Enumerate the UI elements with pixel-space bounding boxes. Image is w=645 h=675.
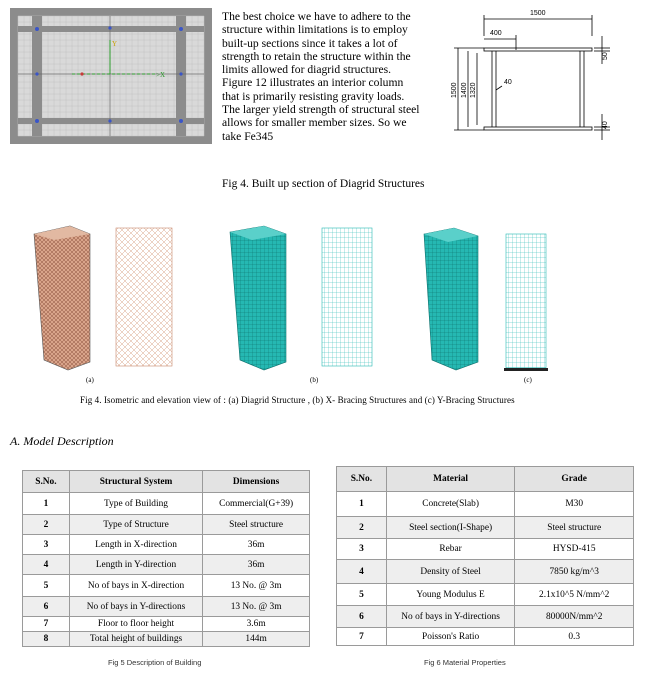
table-cell: Rebar — [386, 539, 515, 560]
table-cell: 2 — [337, 517, 387, 539]
table-cell: Young Modulus E — [386, 584, 515, 606]
svg-text:>X: >X — [156, 71, 166, 79]
table-cell: Steel structure — [515, 517, 634, 539]
panel-label-a: (a) — [86, 376, 94, 384]
y-bracing-elevation-view — [506, 234, 546, 368]
table-row — [337, 492, 634, 517]
table-cell: 1 — [23, 493, 70, 515]
panel-label-c: (c) — [524, 376, 532, 384]
col-header: Material — [386, 467, 515, 492]
figure-caption-views: Fig 4. Isometric and elevation view of : (a) Diagrid Structure , (b) X- Bracing Structures and (c) Y-Bracing Structures — [80, 395, 515, 405]
table-cell: No of bays in X-direction — [69, 575, 202, 597]
col-header: S.No. — [337, 467, 387, 492]
dim-label: 1320 — [470, 82, 477, 98]
panel-label-b: (b) — [310, 376, 319, 384]
x-bracing-iso-view — [230, 226, 286, 370]
table-cell: 0.3 — [515, 628, 634, 646]
table1-caption: Fig 5 Description of Building — [108, 658, 202, 667]
table-row — [337, 628, 634, 646]
dim-label: 40 — [504, 79, 512, 86]
table-cell: 8 — [23, 632, 70, 647]
building-description-table — [22, 470, 310, 647]
table-cell: 1 — [337, 492, 387, 517]
table-cell: 2.1x10^5 N/mm^2 — [515, 584, 634, 606]
table-row — [23, 515, 310, 535]
table-cell: 6 — [23, 597, 70, 617]
table-cell: Poisson's Ratio — [386, 628, 515, 646]
plan-grid-screenshot — [10, 8, 212, 144]
table-cell: 7850 kg/m^3 — [515, 560, 634, 584]
table-cell: 6 — [337, 606, 387, 628]
dim-label: 400 — [490, 30, 502, 37]
table-cell: 36m — [203, 555, 310, 575]
figure-caption-built-up: Fig 4. Built up section of Diagrid Structures — [222, 178, 425, 190]
table-cell: HYSD-415 — [515, 539, 634, 560]
building-views-row — [20, 212, 590, 390]
table-cell: Length in X-direction — [69, 535, 202, 555]
table-cell: 7 — [337, 628, 387, 646]
table-cell: 7 — [23, 617, 70, 632]
dim-label: 1500 — [451, 82, 458, 98]
x-bracing-elevation-view — [322, 228, 372, 366]
table-cell: Floor to floor height — [69, 617, 202, 632]
table-cell: Type of Structure — [69, 515, 202, 535]
table-cell: 4 — [337, 560, 387, 584]
table-row — [23, 555, 310, 575]
table-row — [337, 517, 634, 539]
table-cell: 13 No. @ 3m — [203, 597, 310, 617]
table-cell: Concrete(Slab) — [386, 492, 515, 517]
table-cell: Commercial(G+39) — [203, 493, 310, 515]
table-cell: 144m — [203, 632, 310, 647]
y-bracing-iso-view — [424, 228, 478, 370]
table-row — [337, 539, 634, 560]
table-cell: Density of Steel — [386, 560, 515, 584]
table-cell: 2 — [23, 515, 70, 535]
table-cell: 3 — [337, 539, 387, 560]
table-row — [23, 575, 310, 597]
table-cell: No of bays in Y-directions — [69, 597, 202, 617]
col-header: S.No. — [23, 471, 70, 493]
table-row — [337, 560, 634, 584]
table-row — [337, 584, 634, 606]
table-cell: Length in Y-direction — [69, 555, 202, 575]
table-cell: M30 — [515, 492, 634, 517]
table-cell: 13 No. @ 3m — [203, 575, 310, 597]
table2-caption: Fig 6 Material Properties — [424, 658, 506, 667]
col-header: Structural System — [69, 471, 202, 493]
table-row — [23, 493, 310, 515]
table-row — [23, 632, 310, 647]
table-row — [337, 606, 634, 628]
body-paragraph: The best choice we have to adhere to the structure within limitations is to employ built-up sections since it takes a lot of strength to retain the structure within the limits allowed for diagrid structures. Figure 12 illustrates an interior column that is primarily resisting gravity loads. The larger yield strength of structural steel allows for smaller member sizes. So we take Fe345 — [222, 10, 420, 143]
diagrid-elevation-view — [116, 228, 172, 366]
table-cell: Steel structure — [203, 515, 310, 535]
built-up-section-drawing — [444, 6, 614, 146]
table-cell: 36m — [203, 535, 310, 555]
dim-label: 50 — [602, 52, 609, 60]
table-cell: No of bays in Y-directions — [386, 606, 515, 628]
table-row — [23, 617, 310, 632]
dim-label: 1500 — [530, 10, 546, 17]
diagrid-iso-view — [34, 226, 90, 370]
table-cell: Total height of buildings — [69, 632, 202, 647]
table-row — [23, 535, 310, 555]
table-cell: 5 — [337, 584, 387, 606]
table-cell: 80000N/mm^2 — [515, 606, 634, 628]
table-row — [23, 597, 310, 617]
section-heading: A. Model Description — [10, 434, 114, 448]
table-cell: Type of Building — [69, 493, 202, 515]
dim-label: 40 — [602, 121, 609, 129]
col-header: Dimensions — [203, 471, 310, 493]
col-header: Grade — [515, 467, 634, 492]
table-cell: 5 — [23, 575, 70, 597]
table-cell: 3 — [23, 535, 70, 555]
material-properties-table — [336, 466, 634, 646]
table-cell: Steel section(I-Shape) — [386, 517, 515, 539]
table-cell: 3.6m — [203, 617, 310, 632]
table-cell: 4 — [23, 555, 70, 575]
dim-label: 1400 — [461, 82, 468, 98]
svg-text:Y: Y — [112, 40, 118, 48]
